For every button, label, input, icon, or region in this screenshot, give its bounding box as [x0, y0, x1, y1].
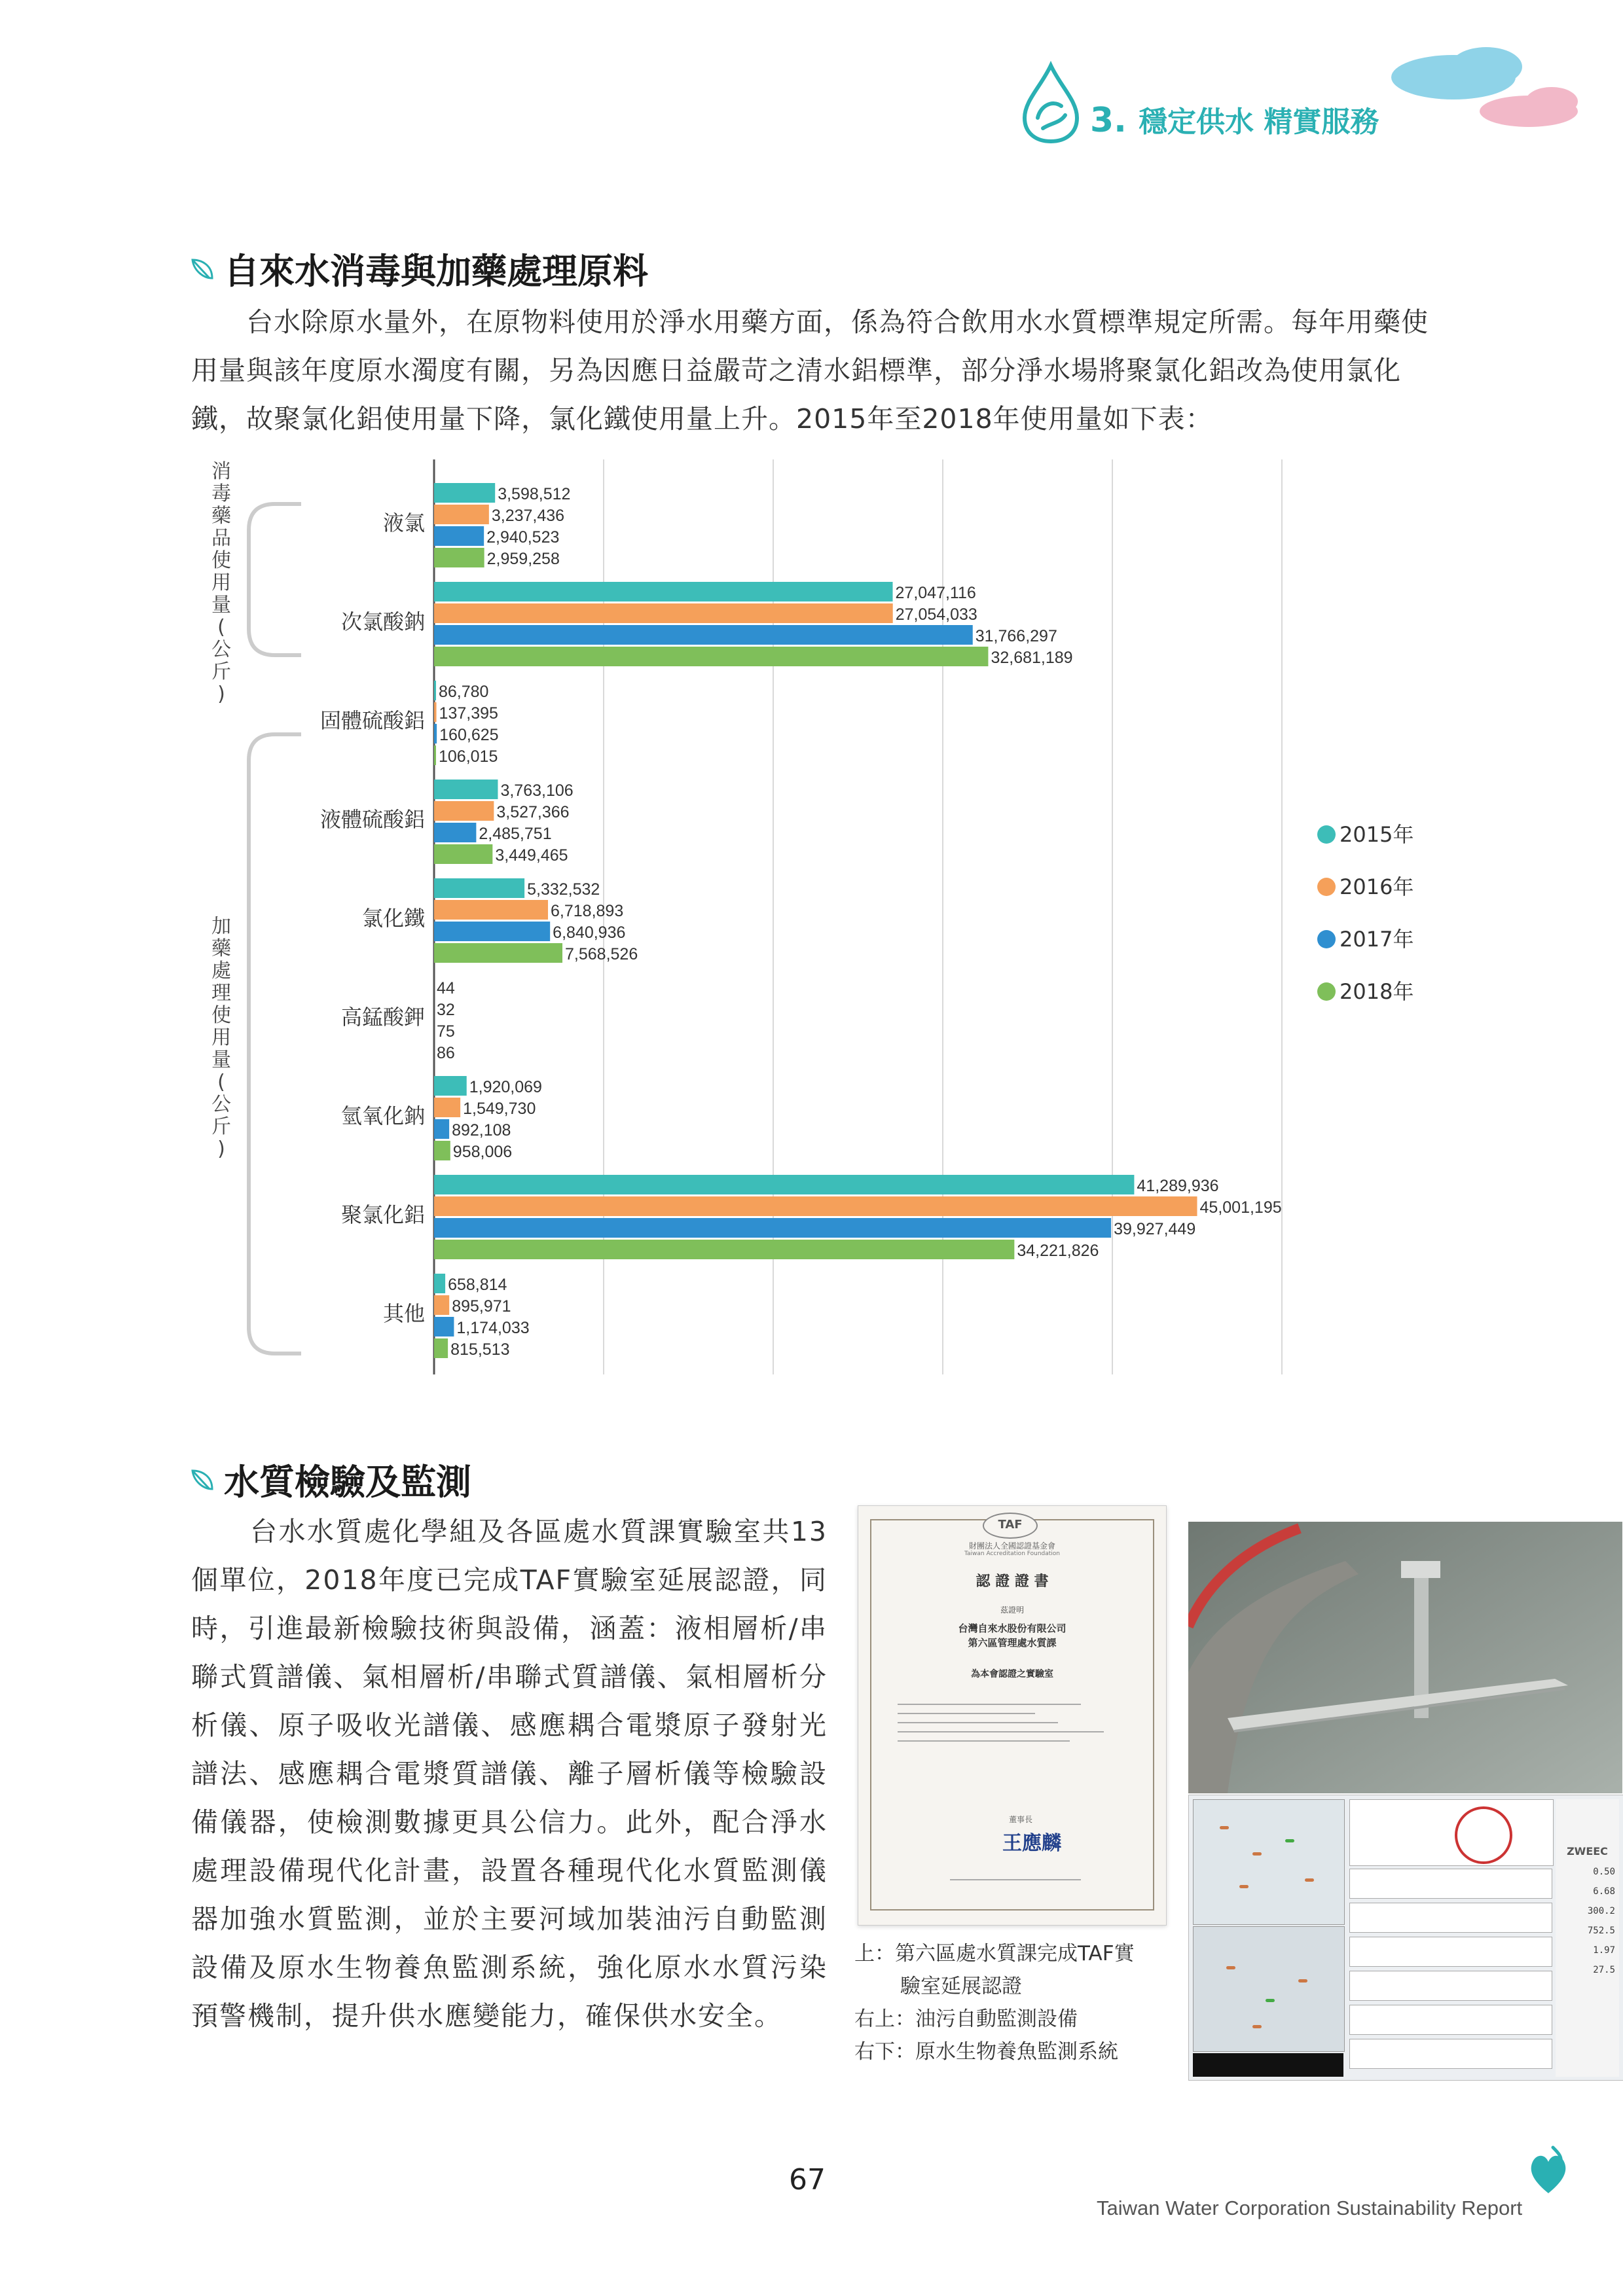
footer-report-name: Taiwan Water Corporation Sustainability Report [1097, 2197, 1523, 2219]
data-label: 3,527,366 [496, 803, 570, 821]
leaf-bullet-icon [190, 1467, 216, 1493]
group-label-char: 品 [211, 527, 231, 550]
photo-captions [854, 1937, 1135, 2068]
caption-line-4: 右下：原水生物養魚監測系統 [854, 2040, 1118, 2064]
bar [434, 1317, 454, 1336]
legend-label: 2016年 [1340, 874, 1414, 899]
data-label: 958,006 [452, 1143, 513, 1161]
data-label: 892,108 [452, 1121, 511, 1139]
cert-org-name: 財團法人全國認證基金會 [968, 1541, 1055, 1551]
legend-label: 2015年 [1340, 822, 1414, 847]
category-label: 次氯酸鈉 [340, 609, 425, 634]
group-label-char: 量 [211, 1049, 231, 1071]
cloud-icon [1388, 39, 1584, 131]
fish-tank-view-bottom [1193, 1926, 1345, 2052]
fish-tank-view-top [1193, 1799, 1345, 1925]
group-label-char: ) [217, 683, 225, 706]
cert-detail-lines [898, 1696, 1127, 1749]
group-bracket [249, 504, 301, 655]
data-label: 5,332,532 [527, 880, 600, 899]
reading-3: 300.2 [1587, 1906, 1615, 1916]
data-label: 32,681,189 [991, 649, 1073, 667]
category-label: 其他 [382, 1301, 425, 1326]
oil-monitoring-photo [1188, 1522, 1622, 1793]
group-label-char: 毒 [211, 482, 231, 505]
cert-lab: 第六區管理處水質課 [968, 1637, 1057, 1649]
data-label: 27,054,033 [895, 605, 977, 624]
bar [434, 702, 437, 722]
zweec-logo: ZWEEC [1567, 1845, 1608, 1857]
data-label: 2,959,258 [486, 550, 560, 568]
group-label-char: 公 [211, 638, 231, 661]
data-label: 41,289,936 [1137, 1177, 1219, 1195]
bar [434, 844, 492, 864]
data-label: 44 [437, 979, 455, 997]
data-label: 3,449,465 [495, 846, 568, 865]
group-label-char: 斤 [211, 1115, 231, 1138]
data-label: 7,568,526 [565, 945, 638, 963]
trend-charts [1349, 1869, 1552, 2077]
data-label: 6,718,893 [551, 902, 624, 920]
bar [434, 1338, 448, 1358]
bar [434, 1076, 467, 1096]
bar [434, 878, 524, 898]
bar [434, 1141, 450, 1160]
header-section-number: 3. [1090, 101, 1127, 140]
section2-paragraph: 台水水質處化學組及各區處水質課實驗室共13個單位，2018年度已完成TAF實驗室延展認證，同時，引進最新檢驗技術與設備，涵蓋：液相層析/串聯式質譜儀、氣相層析/串聯式質譜儀、氣相層析分析儀、原子吸收光譜儀、感應耦合電漿原子發射光譜法、感應耦合電漿質譜儀、離子層析儀等檢驗設備儀器，使檢測數據更具公信力。此外，配合淨水處理設備現代化計畫，設置各種現代化水質監測儀器加強水質監測，並於主要河域加裝油污自動監測設備及原水生物養魚監測系統，強化原水水質污染預警機制，提升供水應變能力，確保供水安全。 [191, 1516, 828, 2032]
data-label: 86 [437, 1044, 455, 1062]
data-label: 3,763,106 [500, 781, 574, 800]
cert-certify: 茲證明 [1000, 1605, 1024, 1615]
header-title [1090, 98, 1379, 140]
section1-paragraph: 台水除原水量外，在原物料使用於淨水用藥方面，係為符合飲用水水質標準規定所需。每年用藥使用量與該年度原水濁度有關，另為因應日益嚴苛之清水鋁標準，部分淨水場將聚氯化鋁改為使用氯化鐵，故聚氯化鋁使用量下降，氯化鐵使用量上升。2015年至2018年使用量如下表： [191, 306, 1429, 435]
cert-signer-title: 董事長 [1009, 1815, 1033, 1824]
legend-marker [1317, 825, 1336, 844]
category-label: 氯化鐵 [361, 906, 425, 931]
cert-signature: 王應麟 [1002, 1832, 1061, 1855]
category-label: 氫氧化鈉 [340, 1103, 425, 1128]
cert-company: 台灣自來水股份有限公司 [958, 1623, 1067, 1634]
bar [434, 1119, 449, 1139]
data-label: 2,485,751 [479, 825, 552, 843]
bar [434, 780, 498, 799]
group-label-char: 量 [211, 594, 231, 617]
data-label: 106,015 [439, 747, 498, 766]
legend-label: 2018年 [1340, 979, 1414, 1004]
gauge-panel [1349, 1799, 1554, 1866]
group-label-char: 使 [211, 549, 231, 572]
reading-5: 1.97 [1593, 1945, 1615, 1956]
category-label: 液體硫酸鋁 [319, 807, 425, 832]
bar [434, 1196, 1197, 1216]
data-label: 75 [437, 1022, 455, 1041]
group-label-char: 藥 [211, 937, 231, 960]
bar [434, 603, 893, 623]
reading-2: 6.68 [1593, 1886, 1615, 1897]
group-label-char: 加 [211, 915, 231, 938]
group-label-char: 用 [211, 1026, 231, 1049]
leaf-bullet-icon [190, 256, 216, 282]
caption-line-1: 上：第六區處水質課完成TAF實 [854, 1942, 1135, 1965]
chemical-usage-chart [0, 452, 1623, 1394]
section2-heading [190, 1454, 471, 1505]
bar [434, 1175, 1134, 1194]
data-label: 1,549,730 [463, 1100, 536, 1118]
category-label: 固體硫酸鋁 [319, 708, 425, 733]
cert-title: 認 證 證 書 [976, 1573, 1049, 1590]
group-label-char: 使 [211, 1004, 231, 1027]
bar [434, 1295, 449, 1315]
caption-line-2: 驗室延展認證 [900, 1975, 1022, 1998]
group-bracket [249, 734, 301, 1354]
reading-4: 752.5 [1587, 1926, 1615, 1936]
page-number: 67 [789, 2163, 826, 2197]
category-label: 液氯 [382, 511, 425, 535]
legend-marker [1317, 982, 1336, 1001]
group-label-char: ( [217, 1071, 225, 1094]
bar [434, 745, 436, 765]
bar [434, 943, 562, 963]
data-label: 895,971 [452, 1297, 511, 1316]
bar [434, 1240, 1014, 1259]
event-log-table [1193, 2053, 1343, 2077]
data-label: 1,920,069 [469, 1078, 542, 1096]
data-label: 45,001,195 [1199, 1198, 1282, 1217]
bar [434, 625, 973, 645]
data-label: 27,047,116 [895, 584, 976, 602]
legend-marker [1317, 878, 1336, 896]
bar [434, 505, 489, 524]
group-label-char: 藥 [211, 505, 231, 528]
data-label: 2,940,523 [486, 528, 560, 547]
data-label: 3,237,436 [491, 507, 565, 525]
data-label: 31,766,297 [975, 627, 1057, 645]
data-label: 86,780 [439, 683, 489, 701]
reading-1: 0.50 [1593, 1867, 1615, 1877]
data-label: 6,840,936 [553, 924, 626, 942]
bar [434, 900, 548, 920]
group-label-char: ( [217, 616, 225, 639]
data-label: 3,598,512 [498, 485, 571, 503]
legend-marker [1317, 930, 1336, 948]
header-section-title: 穩定供水 精實服務 [1139, 105, 1379, 139]
group-label-char: 消 [211, 460, 231, 483]
heart-drop-icon [1525, 2144, 1571, 2196]
reading-6: 27.5 [1593, 1965, 1615, 1975]
bar [434, 922, 550, 941]
category-label: 聚氯化鋁 [340, 1202, 425, 1227]
group-label-char: 斤 [211, 660, 231, 683]
category-label: 高錳酸鉀 [340, 1005, 425, 1030]
bar [434, 1218, 1111, 1238]
bar [434, 548, 484, 567]
data-label: 34,221,826 [1017, 1242, 1099, 1260]
droplet-logo-icon [1018, 60, 1084, 145]
data-label: 32 [437, 1001, 455, 1019]
group-label-char: ) [217, 1138, 225, 1160]
legend-label: 2017年 [1340, 927, 1414, 952]
data-label: 39,927,449 [1114, 1220, 1196, 1238]
group-label-char: 理 [211, 982, 231, 1005]
readings-panel [1556, 1799, 1619, 2077]
fish-monitoring-screenshot [1188, 1795, 1623, 2081]
group-label-char: 公 [211, 1093, 231, 1116]
bar [434, 526, 484, 546]
taf-logo: TAF [983, 1513, 1038, 1539]
bar [434, 1098, 460, 1117]
section2-title: 水質檢驗及監測 [224, 1462, 471, 1503]
bar [434, 582, 893, 601]
bar [434, 823, 476, 842]
group-label-char: 處 [211, 960, 231, 982]
section1-heading [190, 243, 648, 294]
data-label: 1,174,033 [456, 1319, 530, 1337]
bar [434, 647, 988, 666]
cert-date-line [950, 1879, 1081, 1880]
data-label: 137,395 [439, 704, 498, 723]
cert-lab-statement: 為本會認證之實驗室 [971, 1669, 1053, 1679]
bar [434, 483, 495, 503]
bar [434, 1274, 445, 1293]
section1-title: 自來水消毒與加藥處理原料 [224, 251, 648, 292]
bar [434, 681, 436, 700]
group-label-char: 用 [211, 571, 231, 594]
bar [434, 724, 437, 744]
data-label: 658,814 [448, 1276, 507, 1294]
taf-certificate-image [858, 1505, 1167, 1926]
data-label: 815,513 [450, 1340, 510, 1359]
bar [434, 801, 494, 821]
caption-line-3: 右上：油污自動監測設備 [854, 2007, 1078, 2031]
cert-org-name-en: Taiwan Accreditation Foundation [964, 1551, 1060, 1557]
data-label: 160,625 [439, 726, 499, 744]
